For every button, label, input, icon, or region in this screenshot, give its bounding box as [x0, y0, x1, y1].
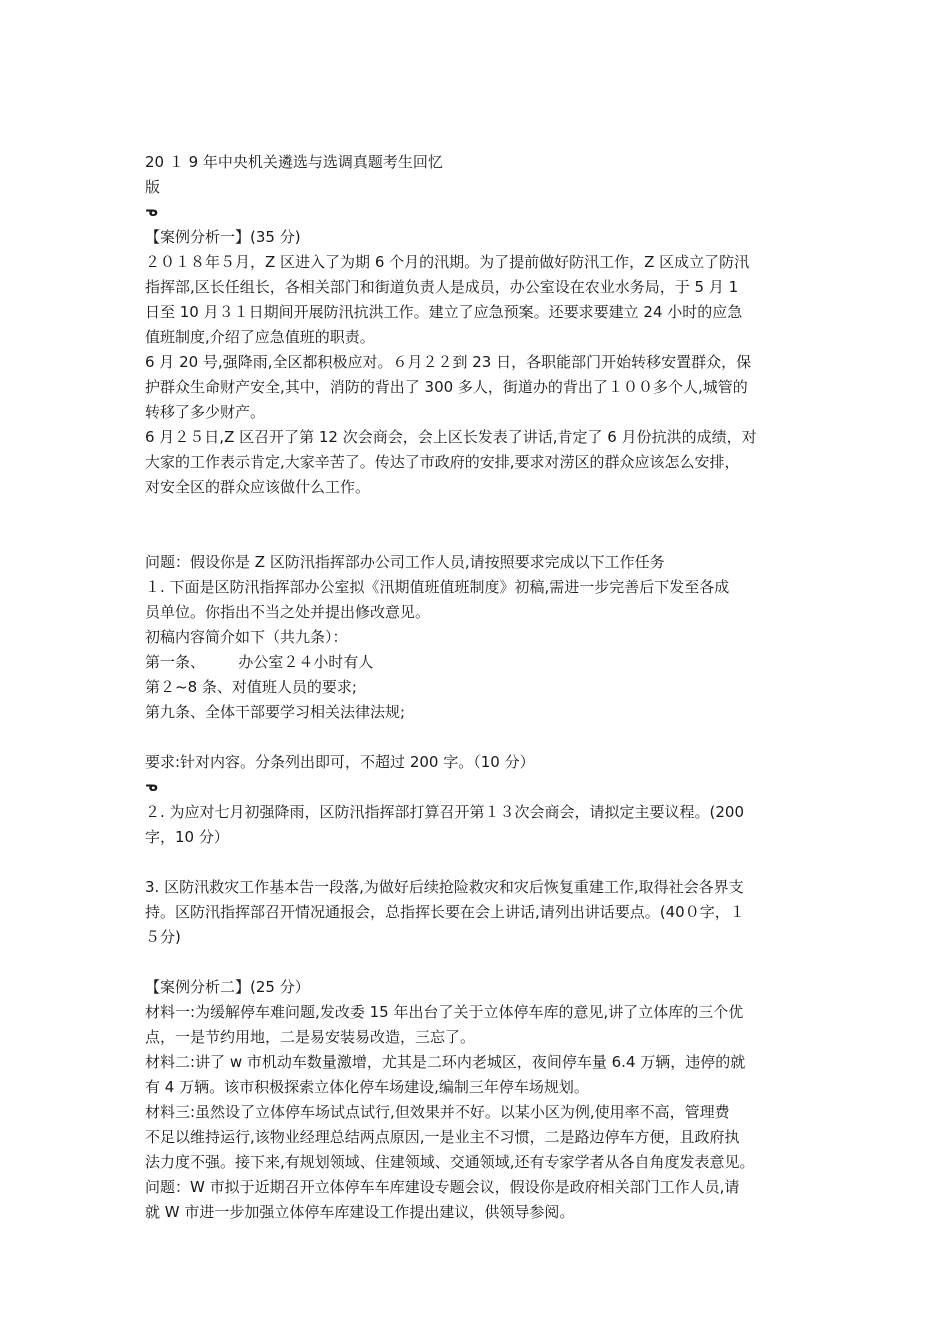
doc-title-line-1: 20 １ 9 年中央机关遴选与选调真题考生回忆: [145, 153, 443, 171]
case1-paragraph3-line: 6 月２５日,Z 区召开了第 12 次会商会，会上区长发表了讲话,肯定了 6 月份抗洪的成绩，对: [145, 428, 757, 446]
draft-intro: 初稿内容简介如下（共九条）：: [145, 628, 348, 646]
question1-line: 员单位。你指出不当之处并提出修改意见。: [145, 603, 431, 621]
inline-mark-glyph: ᓀ: [145, 205, 158, 220]
material3-line: 材料三:虽然设了立体停车场试点试行,但效果并不好。以某小区为例,使用率不高，管理费: [145, 1103, 730, 1121]
question2-line: ２. 为应对七月初强降雨，区防汛指挥部打算召开第１３次会商会，请拟定主要议程。(200: [145, 803, 745, 821]
question3-line: ５分): [145, 928, 181, 946]
spacer: [145, 500, 815, 525]
case1-paragraph1-line: 日至 10 月３１日期间开展防汛抗洪工作。建立了应急预案。还要求要建立 24 小时的应急: [145, 303, 743, 321]
inline-mark-glyph: ᓀ: [145, 780, 158, 795]
case1-paragraph1-line: 值班制度,介绍了应急值班的职责。: [145, 328, 375, 346]
draft-item: 第一条、 办公室２４小时有人: [145, 653, 374, 671]
doc-title-line-2: 版: [145, 178, 161, 196]
case1-heading: 【案例分析一】(35 分): [145, 228, 301, 246]
case2-question-line: 问题：W 市拟于近期召开立体停车车库建设专题会议，假设你是政府相关部门工作人员,请: [145, 1178, 740, 1196]
question1-line: １. 下面是区防汛指挥部办公室拟《汛期值班值班制度》初稿,需进一步完善后下发至各成: [145, 578, 730, 596]
material1-line: 点，一是节约用地，二是易安装易改造，三忘了。: [145, 1028, 476, 1046]
case2-question-line: 就 W 市进一步加强立体停车库建设工作提出建议，供领导参阅。: [145, 1203, 575, 1221]
case1-paragraph1-line: 指挥部,区长任组长，各相关部门和街道负责人是成员，办公室设在农业水务局，于 5 月 1: [145, 278, 739, 296]
material2-line: 材料二:讲了 w 市机动车数量激增，尤其是二环内老城区，夜间停车量 6.4 万辆，违停的就: [145, 1053, 746, 1071]
case1-paragraph3-line: 对安全区的群众应该做什么工作。: [145, 478, 371, 496]
draft-item: 第２~8 条、对值班人员的要求;: [145, 678, 357, 696]
question2-line: 字，10 分）: [145, 828, 229, 846]
material3-line: 不足以维持运行,该物业经理总结两点原因,一是业主不习惯，二是路边停车方便，且政府执: [145, 1128, 740, 1146]
material1-line: 材料一:为缓解停车难问题,发改委 15 年出台了关于立体停车库的意见,讲了立体库的三个优: [145, 1003, 744, 1021]
material3-line: 法力度不强。接下来,有规划领域、住建领域、交通领域,还有专家学者从各自角度发表意见。: [145, 1153, 755, 1171]
question-intro: 问题：假设你是 Z 区防汛指挥部办公司工作人员,请按照要求完成以下工作任务: [145, 553, 665, 571]
question1-requirement: 要求:针对内容。分条列出即可，不超过 200 字。（10 分）: [145, 753, 535, 771]
question3-line: 持。区防汛指挥部召开情况通报会，总指挥长要在会上讲话,请列出讲话要点。(40０字，１: [145, 903, 745, 921]
spacer: [145, 950, 815, 975]
document-body: [145, 150, 815, 1225]
case1-paragraph2-line: 6 月 20 号,强降雨,全区都积极应对。６月２２到 23 日，各职能部门开始转移安置群众，保: [145, 353, 752, 371]
material2-line: 有 4 万辆。该市积极探索立体化停车场建设,编制三年停车场规划。: [145, 1078, 589, 1096]
case1-paragraph3-line: 大家的工作表示肯定,大家辛苦了。传达了市政府的安排,要求对涝区的群众应该怎么安排，: [145, 453, 740, 471]
case2-heading: 【案例分析二】(25 分）: [145, 978, 310, 996]
draft-item: 第九条、全体干部要学习相关法律法规;: [145, 703, 406, 721]
case1-paragraph2-line: 护群众生命财产安全,其中，消防的背出了 300 多人，街道办的背出了１００多个人,城管的: [145, 378, 748, 396]
case1-paragraph2-line: 转移了多少财产。: [145, 403, 266, 421]
question3-line: 3. 区防汛救灾工作基本告一段落,为做好后续抢险救灾和灾后恢复重建工作,取得社会各界支: [145, 878, 744, 896]
spacer: [145, 850, 815, 875]
spacer: [145, 525, 815, 550]
case1-paragraph1-line: ２０１８年５月，Z 区进入了为期 6 个月的汛期。为了提前做好防汛工作，Z 区成立了防汛: [145, 253, 750, 271]
spacer: [145, 725, 815, 750]
